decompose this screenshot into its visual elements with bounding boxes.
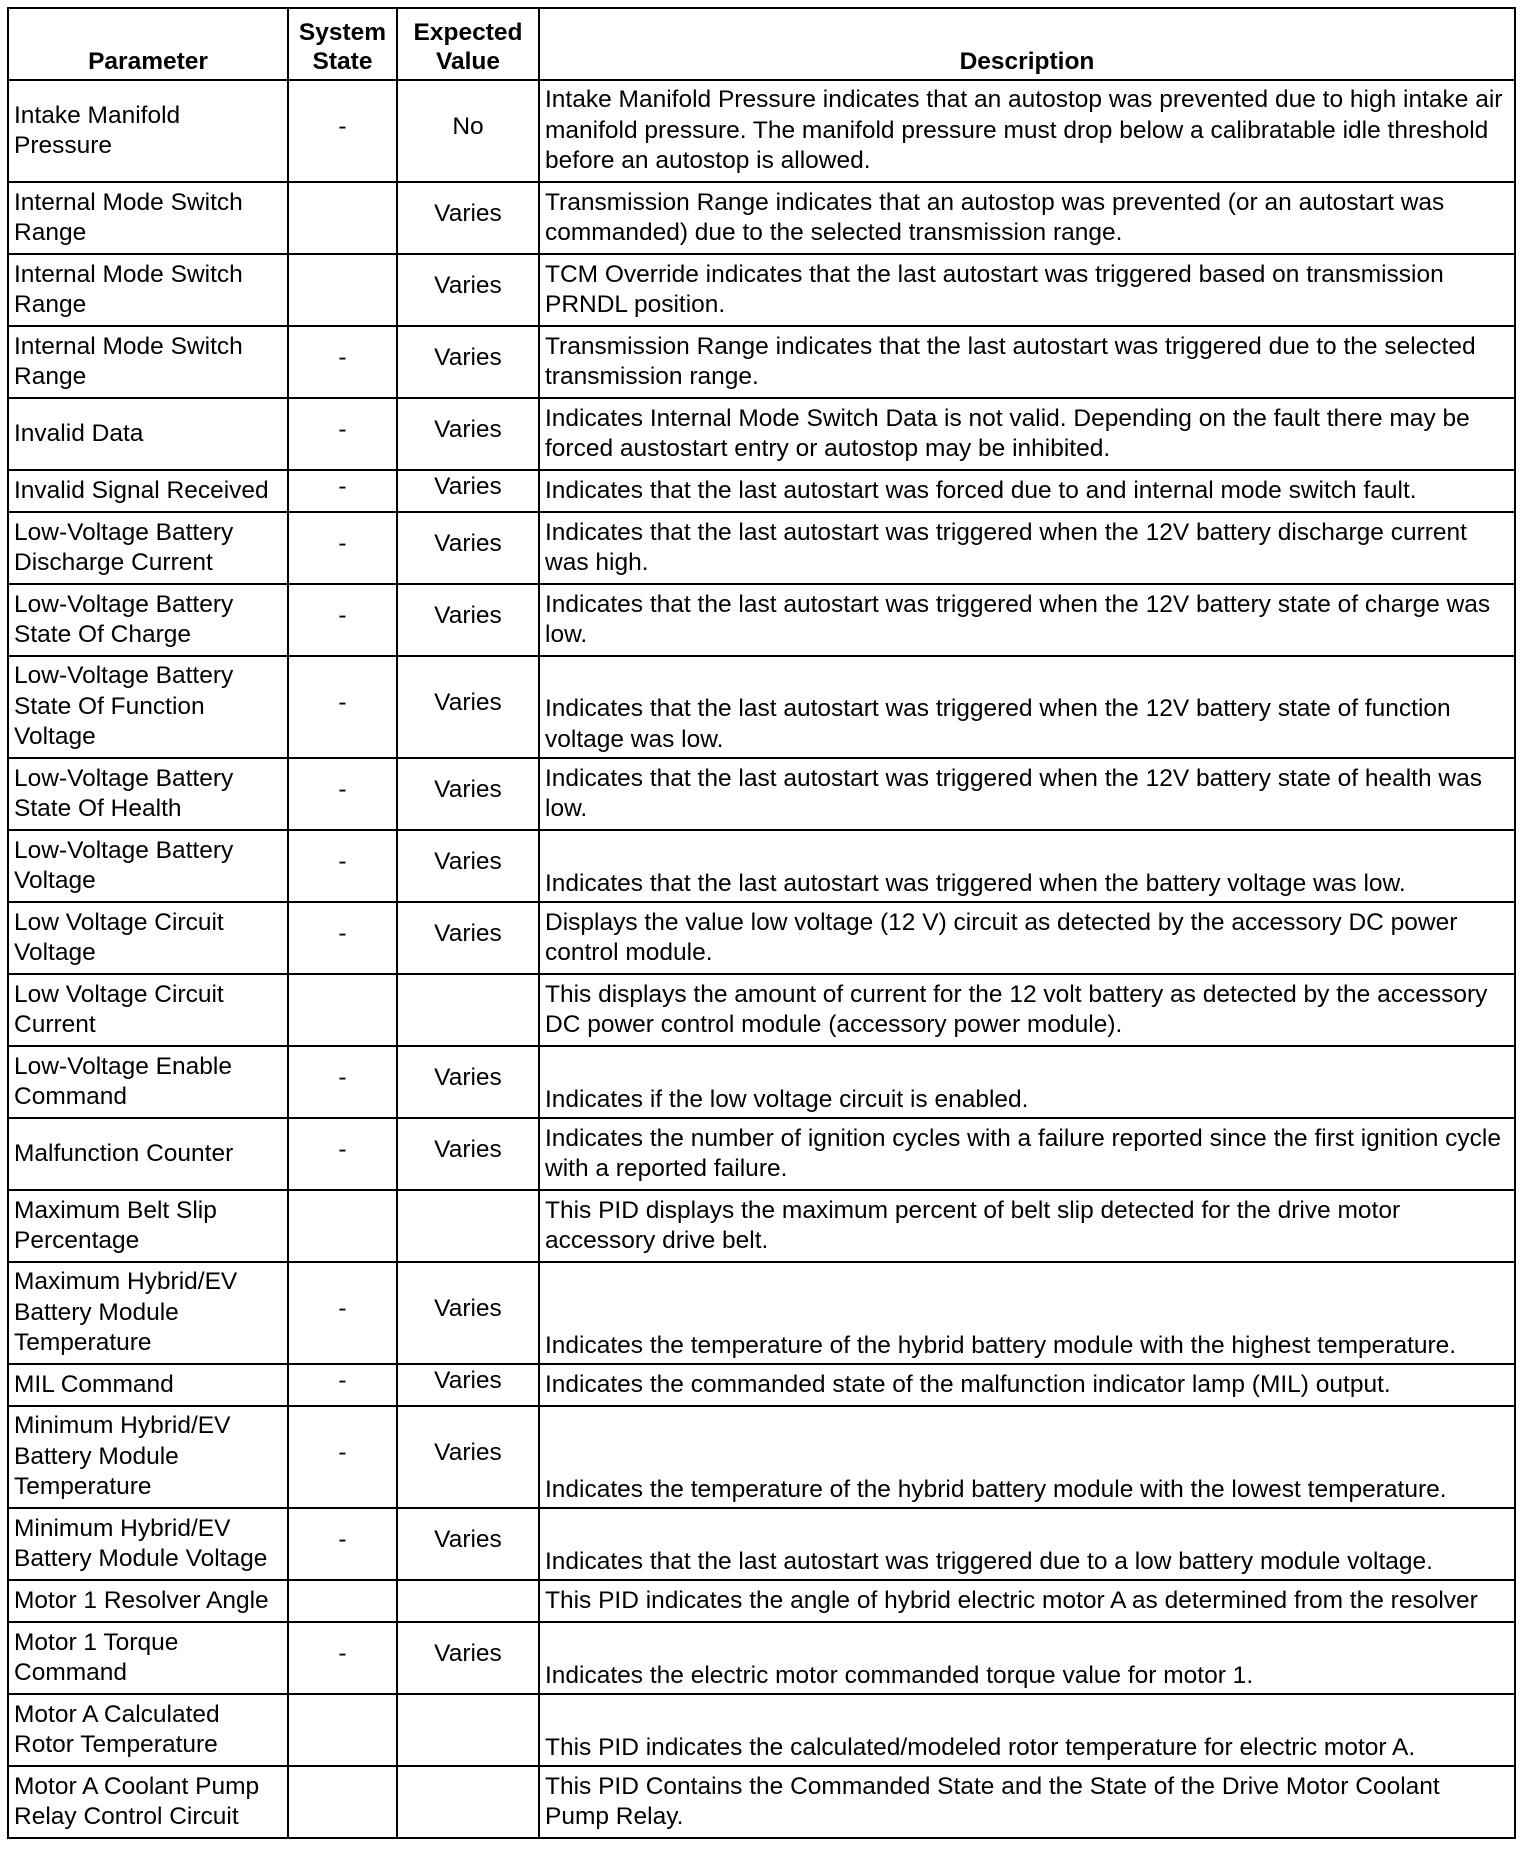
system-state-cell: - <box>288 656 397 758</box>
system-state-cell: - <box>288 1118 397 1190</box>
expected-value-cell: Varies <box>397 758 539 830</box>
system-state-cell <box>288 1190 397 1262</box>
description-cell: This displays the amount of current for the 12 volt battery as detected by the accessory DC power control module (accessory power module). <box>539 974 1515 1046</box>
expected-value-cell: Varies <box>397 584 539 656</box>
table-row <box>8 470 1515 512</box>
system-state-cell: - <box>288 1262 397 1364</box>
table-row <box>8 254 1515 326</box>
description-cell: Indicates the temperature of the hybrid battery module with the lowest temperature. <box>539 1406 1515 1508</box>
system-state-cell: - <box>288 1046 397 1118</box>
description-cell: This PID displays the maximum percent of belt slip detected for the drive motor accessory drive belt. <box>539 1190 1515 1262</box>
parameter-cell: Low-Voltage Enable Command <box>8 1046 288 1118</box>
expected-value-cell: Varies <box>397 470 539 512</box>
parameter-cell: Low-Voltage Battery Voltage <box>8 830 288 902</box>
expected-value-cell: Varies <box>397 1262 539 1364</box>
header-expected-value: Expected Value <box>397 8 539 80</box>
description-cell: Transmission Range indicates that the last autostart was triggered due to the selected transmission range. <box>539 326 1515 398</box>
system-state-cell <box>288 974 397 1046</box>
expected-value-cell: Varies <box>397 1622 539 1694</box>
parameter-cell: Low-Voltage Battery State Of Health <box>8 758 288 830</box>
description-cell: Indicates that the last autostart was triggered when the 12V battery state of health was low. <box>539 758 1515 830</box>
table-row <box>8 1046 1515 1118</box>
system-state-cell: - <box>288 584 397 656</box>
description-cell: Displays the value low voltage (12 V) circuit as detected by the accessory DC power control module. <box>539 902 1515 974</box>
description-cell: This PID indicates the angle of hybrid electric motor A as determined from the resolver <box>539 1580 1515 1622</box>
header-parameter: Parameter <box>8 8 288 80</box>
system-state-cell: - <box>288 1508 397 1580</box>
table-row <box>8 1580 1515 1622</box>
description-cell: Indicates that the last autostart was forced due to and internal mode switch fault. <box>539 470 1515 512</box>
table-row <box>8 656 1515 758</box>
expected-value-cell <box>397 974 539 1046</box>
description-cell: Transmission Range indicates that an autostop was prevented (or an autostart was commanded) due to the selected transmission range. <box>539 182 1515 254</box>
system-state-cell: - <box>288 398 397 470</box>
expected-value-cell: Varies <box>397 182 539 254</box>
table-row <box>8 1406 1515 1508</box>
description-cell: Indicates the temperature of the hybrid battery module with the highest temperature. <box>539 1262 1515 1364</box>
parameter-cell: Maximum Hybrid/EV Battery Module Temperature <box>8 1262 288 1364</box>
table-row <box>8 1364 1515 1406</box>
expected-value-cell: Varies <box>397 830 539 902</box>
expected-value-cell: Varies <box>397 1118 539 1190</box>
parameter-table <box>7 7 1516 1839</box>
description-cell: This PID Contains the Commanded State and the State of the Drive Motor Coolant Pump Relay. <box>539 1766 1515 1838</box>
parameter-cell: Maximum Belt Slip Percentage <box>8 1190 288 1262</box>
description-cell: Indicates the commanded state of the malfunction indicator lamp (MIL) output. <box>539 1364 1515 1406</box>
table-row <box>8 1766 1515 1838</box>
description-cell: Indicates the number of ignition cycles with a failure reported since the first ignition cycle with a reported failure. <box>539 1118 1515 1190</box>
expected-value-cell: Varies <box>397 1046 539 1118</box>
expected-value-cell: Varies <box>397 326 539 398</box>
header-description: Description <box>539 8 1515 80</box>
system-state-cell <box>288 1766 397 1838</box>
parameter-cell: Low-Voltage Battery State Of Charge <box>8 584 288 656</box>
system-state-cell: - <box>288 1622 397 1694</box>
system-state-cell <box>288 254 397 326</box>
system-state-cell: - <box>288 80 397 182</box>
parameter-cell: Low Voltage Circuit Voltage <box>8 902 288 974</box>
expected-value-cell: Varies <box>397 254 539 326</box>
system-state-cell: - <box>288 1364 397 1406</box>
parameter-cell: Internal Mode Switch Range <box>8 182 288 254</box>
system-state-cell <box>288 182 397 254</box>
expected-value-cell: Varies <box>397 1406 539 1508</box>
parameter-cell: Low Voltage Circuit Current <box>8 974 288 1046</box>
parameter-cell: Invalid Data <box>8 398 288 470</box>
table-row <box>8 1190 1515 1262</box>
system-state-cell: - <box>288 326 397 398</box>
description-cell: Indicates the electric motor commanded torque value for motor 1. <box>539 1622 1515 1694</box>
system-state-cell: - <box>288 1406 397 1508</box>
table-row <box>8 1694 1515 1766</box>
description-cell: TCM Override indicates that the last autostart was triggered based on transmission PRNDL position. <box>539 254 1515 326</box>
header-system-state: System State <box>288 8 397 80</box>
table-row <box>8 1508 1515 1580</box>
table-row <box>8 326 1515 398</box>
table-row <box>8 902 1515 974</box>
parameter-cell: Low-Voltage Battery State Of Function Voltage <box>8 656 288 758</box>
parameter-cell: MIL Command <box>8 1364 288 1406</box>
parameter-cell: Motor 1 Torque Command <box>8 1622 288 1694</box>
description-cell: Indicates that the last autostart was triggered when the 12V battery state of charge was low. <box>539 584 1515 656</box>
parameter-cell: Low-Voltage Battery Discharge Current <box>8 512 288 584</box>
description-cell: Indicates that the last autostart was triggered when the 12V battery state of function voltage was low. <box>539 656 1515 758</box>
table-row <box>8 758 1515 830</box>
table-row <box>8 80 1515 182</box>
description-cell: Indicates that the last autostart was triggered when the battery voltage was low. <box>539 830 1515 902</box>
description-cell: This PID indicates the calculated/modeled rotor temperature for electric motor A. <box>539 1694 1515 1766</box>
system-state-cell: - <box>288 470 397 512</box>
table-row <box>8 182 1515 254</box>
expected-value-cell <box>397 1766 539 1838</box>
parameter-cell: Motor 1 Resolver Angle <box>8 1580 288 1622</box>
expected-value-cell: Varies <box>397 902 539 974</box>
parameter-cell: Internal Mode Switch Range <box>8 254 288 326</box>
system-state-cell: - <box>288 902 397 974</box>
description-cell: Indicates if the low voltage circuit is enabled. <box>539 1046 1515 1118</box>
system-state-cell <box>288 1694 397 1766</box>
expected-value-cell: No <box>397 80 539 182</box>
system-state-cell: - <box>288 512 397 584</box>
parameter-cell: Intake Manifold Pressure <box>8 80 288 182</box>
table-row <box>8 1622 1515 1694</box>
description-cell: Indicates that the last autostart was triggered when the 12V battery discharge current was high. <box>539 512 1515 584</box>
system-state-cell: - <box>288 830 397 902</box>
table-header-row <box>8 8 1515 80</box>
expected-value-cell <box>397 1190 539 1262</box>
parameter-cell: Minimum Hybrid/EV Battery Module Temperature <box>8 1406 288 1508</box>
expected-value-cell <box>397 1694 539 1766</box>
parameter-cell: Motor A Coolant Pump Relay Control Circuit <box>8 1766 288 1838</box>
table-row <box>8 1262 1515 1364</box>
parameter-cell: Malfunction Counter <box>8 1118 288 1190</box>
parameter-cell: Motor A Calculated Rotor Temperature <box>8 1694 288 1766</box>
description-cell: Intake Manifold Pressure indicates that an autostop was prevented due to high intake air manifold pressure. The manifold pressure must drop below a calibratable idle threshold before an autostop is allowed. <box>539 80 1515 182</box>
description-cell: Indicates that the last autostart was triggered due to a low battery module voltage. <box>539 1508 1515 1580</box>
table-row <box>8 512 1515 584</box>
table-row <box>8 974 1515 1046</box>
parameter-cell: Invalid Signal Received <box>8 470 288 512</box>
expected-value-cell: Varies <box>397 1364 539 1406</box>
system-state-cell: - <box>288 758 397 830</box>
expected-value-cell: Varies <box>397 656 539 758</box>
table-row <box>8 584 1515 656</box>
expected-value-cell <box>397 1580 539 1622</box>
parameter-cell: Internal Mode Switch Range <box>8 326 288 398</box>
expected-value-cell: Varies <box>397 512 539 584</box>
parameter-cell: Minimum Hybrid/EV Battery Module Voltage <box>8 1508 288 1580</box>
table-row <box>8 1118 1515 1190</box>
table-row <box>8 830 1515 902</box>
table-row <box>8 398 1515 470</box>
system-state-cell <box>288 1580 397 1622</box>
expected-value-cell: Varies <box>397 1508 539 1580</box>
expected-value-cell: Varies <box>397 398 539 470</box>
description-cell: Indicates Internal Mode Switch Data is not valid. Depending on the fault there may be forced austostart entry or autostop may be inhibited. <box>539 398 1515 470</box>
